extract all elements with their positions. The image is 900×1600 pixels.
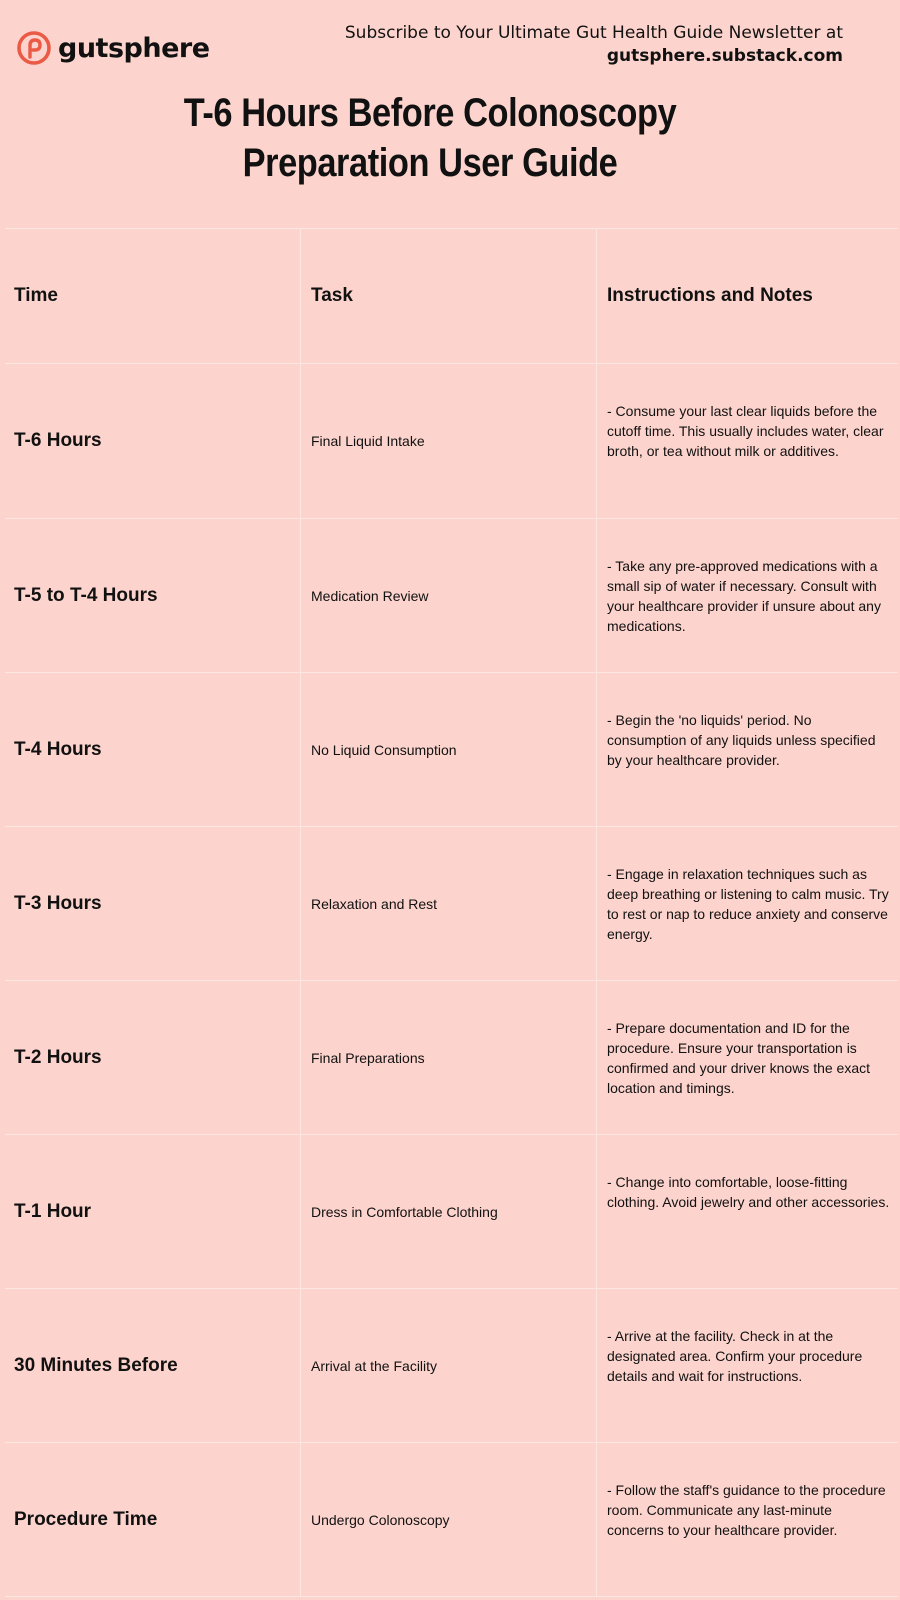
row-task: No Liquid Consumption bbox=[301, 673, 597, 826]
gutsphere-logo-icon bbox=[16, 30, 52, 66]
row-notes-text: - Engage in relaxation techniques such as deep breathing or listening to calm music. Try to rest or nap to reduce anxiety and conserve energy. bbox=[607, 866, 889, 942]
row-time: Procedure Time bbox=[5, 1443, 301, 1596]
row-notes-text: - Consume your last clear liquids before the cutoff time. This usually includes water, clear broth, or tea without milk or additives. bbox=[607, 403, 884, 459]
brand-logo bbox=[16, 30, 210, 66]
row-notes bbox=[597, 1443, 898, 1596]
row-notes bbox=[597, 827, 898, 980]
row-notes bbox=[597, 519, 898, 672]
page-title: T-6 Hours Before Colonoscopy Preparation User Guide bbox=[183, 91, 677, 185]
row-task: Arrival at the Facility bbox=[301, 1289, 597, 1442]
row-time: T-2 Hours bbox=[5, 981, 301, 1134]
row-notes-text: - Follow the staff's guidance to the procedure room. Communicate any last-minute concerns to your healthcare provider. bbox=[607, 1482, 886, 1538]
table-row bbox=[5, 364, 898, 519]
row-task: Final Preparations bbox=[301, 981, 597, 1134]
row-time: T-5 to T-4 Hours bbox=[5, 519, 301, 672]
row-notes bbox=[597, 673, 898, 826]
row-notes-text: - Prepare documentation and ID for the procedure. Ensure your transportation is confirmed and your driver knows the exact location and timings. bbox=[607, 1020, 871, 1096]
row-time: T-3 Hours bbox=[5, 827, 301, 980]
table-row bbox=[5, 981, 898, 1135]
table-row bbox=[5, 1135, 898, 1289]
row-task: Dress in Comfortable Clothing bbox=[301, 1135, 597, 1288]
schedule-table bbox=[5, 228, 898, 1597]
row-time: T-4 Hours bbox=[5, 673, 301, 826]
row-notes bbox=[597, 981, 898, 1134]
row-task: Undergo Colonoscopy bbox=[301, 1443, 597, 1596]
row-task: Final Liquid Intake bbox=[301, 364, 597, 518]
newsletter-text: Subscribe to Your Ultimate Gut Health Guide Newsletter at bbox=[344, 23, 843, 43]
table-header-row bbox=[5, 229, 898, 364]
row-notes bbox=[597, 1135, 898, 1288]
header-notes: Instructions and Notes bbox=[607, 285, 813, 306]
row-notes-text: - Arrive at the facility. Check in at the designated area. Confirm your procedure details and wait for instructions. bbox=[607, 1328, 863, 1384]
row-notes-text: - Begin the 'no liquids' period. No consumption of any liquids unless specified by your healthcare provider. bbox=[607, 712, 876, 768]
row-time: 30 Minutes Before bbox=[5, 1289, 301, 1442]
row-task: Relaxation and Rest bbox=[301, 827, 597, 980]
table-row bbox=[5, 827, 898, 981]
row-notes bbox=[597, 1289, 898, 1442]
row-notes-text: - Change into comfortable, loose-fitting clothing. Avoid jewelry and other accessories. bbox=[607, 1174, 890, 1210]
table-row bbox=[5, 519, 898, 673]
row-time: T-1 Hour bbox=[5, 1135, 301, 1288]
table-row bbox=[5, 1289, 898, 1443]
header-time: Time bbox=[5, 229, 301, 363]
header-task: Task bbox=[301, 229, 597, 363]
brand-name: gutsphere bbox=[58, 32, 210, 64]
newsletter-link[interactable]: gutsphere.substack.com bbox=[606, 46, 843, 66]
row-notes bbox=[597, 364, 898, 518]
row-notes-text: - Take any pre-approved medications with a small sip of water if necessary. Consult with your healthcare provider if unsure about any medications. bbox=[607, 558, 881, 634]
table-row bbox=[5, 1443, 898, 1597]
newsletter-promo bbox=[345, 22, 843, 68]
row-time: T-6 Hours bbox=[5, 364, 301, 518]
row-task: Medication Review bbox=[301, 519, 597, 672]
table-row bbox=[5, 673, 898, 827]
